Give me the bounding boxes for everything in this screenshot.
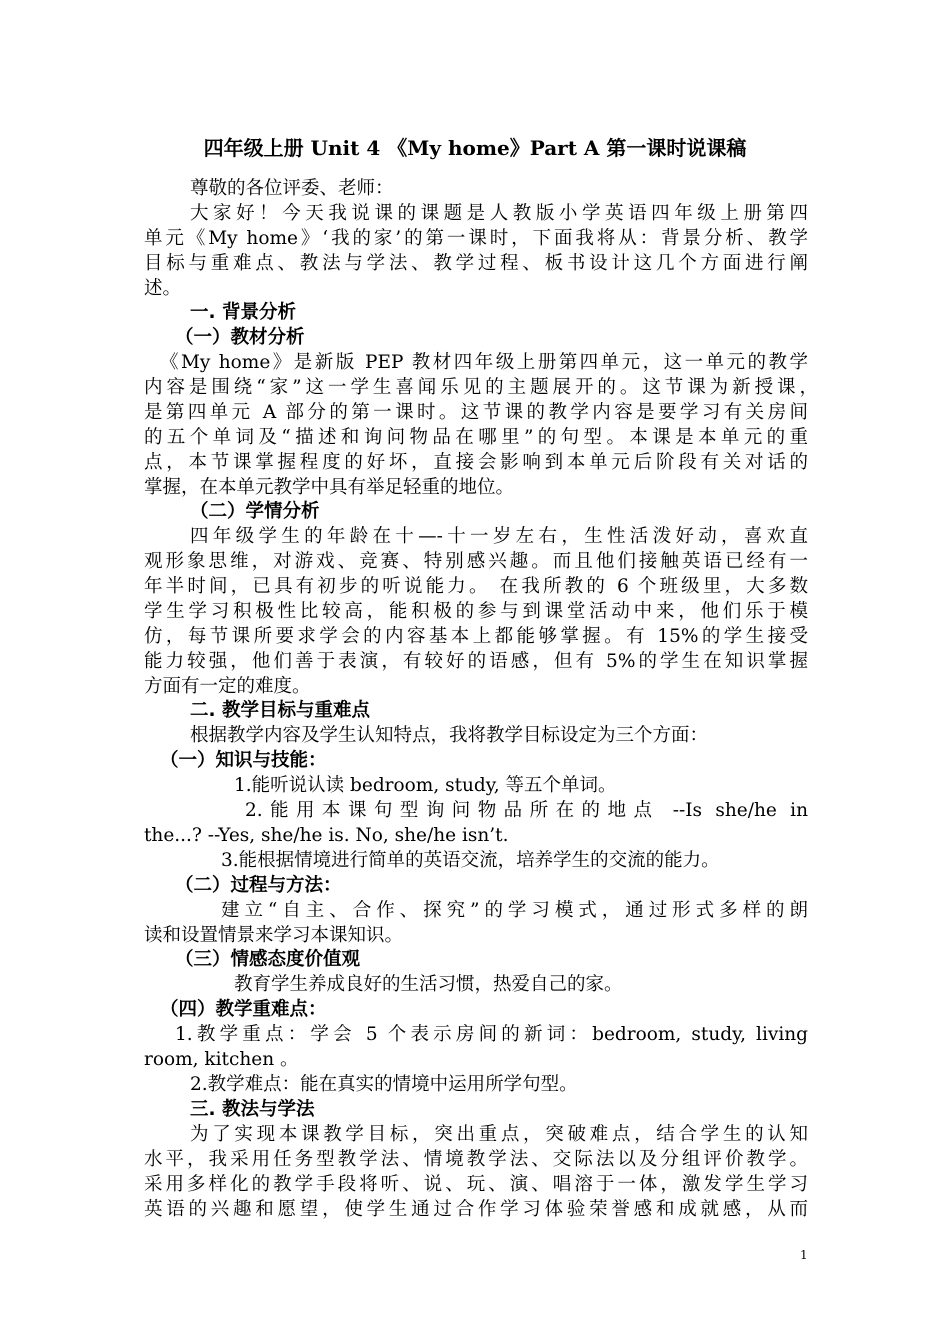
- paragraph-line: 内容是围绕“家”这一学生喜闻乐见的主题展开的。这节课为新授课，: [144, 377, 818, 398]
- paragraph-line: 建立“自主、合作、探究”的学习模式，通过形式多样的朗: [221, 900, 808, 921]
- salutation: 尊敬的各位评委、老师：: [190, 178, 394, 199]
- paragraph-line: 根据教学内容及学生认知特点，我将教学目标设定为三个方面：: [190, 725, 709, 746]
- paragraph-line: 观形象思维，对游戏、竞赛、特别感兴趣。而且他们接触英语已经有一: [144, 551, 808, 572]
- paragraph-line: 英语的兴趣和愿望，使学生通过合作学习体验荣誉感和成就感，从而: [144, 1199, 808, 1220]
- paragraph-line: 仿，每节课所要求学会的内容基本上都能够掌握。有 15%的学生接受: [144, 626, 808, 647]
- paragraph-line: 学生学习积极性比较高，能积极的参与到课堂活动中来，他们乐于模: [144, 601, 808, 622]
- paragraph-line: 能力较强，他们善于表演，有较好的语感，但有 5%的学生在知识掌握: [144, 651, 808, 672]
- paragraph-line: 四年级学生的年龄在十—-十一岁左右，生性活泼好动，喜欢直: [190, 526, 808, 547]
- section-heading: 二. 教学目标与重难点: [190, 700, 370, 721]
- paragraph-line: 年半时间，已具有初步的听说能力。 在我所教的 6 个班级里，大多数: [144, 576, 808, 597]
- paragraph-line: 方面有一定的难度。: [144, 676, 311, 697]
- subsection-heading: （一）教材分析: [175, 327, 305, 348]
- subsection-heading: （四）教学重难点：: [160, 999, 327, 1020]
- paragraph-line: 《My home》是新版 PEP 教材四年级上册第四单元，这一单元的教学: [160, 352, 808, 373]
- list-item: 2.教学难点：能在真实的情境中运用所学句型。: [190, 1074, 578, 1095]
- paragraph-line: 的五个单词及“描述和询问物品在哪里”的句型。本课是本单元的重: [144, 427, 808, 448]
- list-item: 3.能根据情境进行简单的英语交流，培养学生的交流的能力。: [221, 850, 720, 871]
- subsection-heading: （二）学情分析: [190, 501, 320, 522]
- paragraph-line: 采用多样化的教学手段将听、说、玩、演、唱溶于一体，激发学生学习: [144, 1174, 808, 1195]
- paragraph-line: 教育学生养成良好的生活习惯，热爱自己的家。: [234, 974, 623, 995]
- list-item-continuation: the...? --Yes, she/he is. No, she/he isn’t.: [144, 825, 509, 846]
- subsection-heading: （一）知识与技能：: [160, 750, 327, 771]
- paragraph-line: 单元《My home》‘我的家’的第一课时，下面我将从：背景分析、教学: [144, 228, 808, 249]
- section-heading: 一. 背景分析: [190, 302, 296, 323]
- paragraph-line: 为了实现本课教学目标，突出重点，突破难点，结合学生的认知: [190, 1124, 808, 1145]
- paragraph-line: 读和设置情景来学习本课知识。: [144, 925, 404, 946]
- list-item: 2.能用本课句型询问物品所在的地点 --Is she/he in: [245, 800, 808, 821]
- paragraph-line: 大家好！今天我说课的课题是人教版小学英语四年级上册第四: [190, 203, 808, 224]
- list-item: 1.能听说认读 bedroom, study, 等五个单词。: [234, 775, 617, 796]
- list-item: 1.教学重点：学会 5 个表示房间的新词：bedroom, study, living: [175, 1024, 808, 1045]
- subsection-heading: （二）过程与方法：: [175, 875, 342, 896]
- document-title: 四年级上册 Unit 4 《My home》Part A 第一课时说课稿: [203, 136, 747, 160]
- paragraph-line: 是第四单元 A 部分的第一课时。这节课的教学内容是要学习有关房间: [144, 402, 808, 423]
- paragraph-line: 点，本节课掌握程度的好坏，直接会影响到本单元后阶段有关对话的: [144, 452, 808, 473]
- paragraph-line: 水平，我采用任务型教学法、情境教学法、交际法以及分组评价教学。: [144, 1149, 808, 1170]
- paragraph-line: 目标与重难点、教法与学法、教学过程、板书设计这几个方面进行阐: [144, 253, 808, 274]
- page-number: 1: [800, 1248, 808, 1262]
- list-item-continuation: room, kitchen 。: [144, 1049, 299, 1070]
- paragraph-line: 掌握，在本单元教学中具有举足轻重的地位。: [144, 477, 515, 498]
- section-heading: 三. 教法与学法: [190, 1099, 315, 1120]
- subsection-heading: （三）情感态度价值观: [175, 949, 361, 970]
- paragraph-line: 述。: [144, 278, 182, 299]
